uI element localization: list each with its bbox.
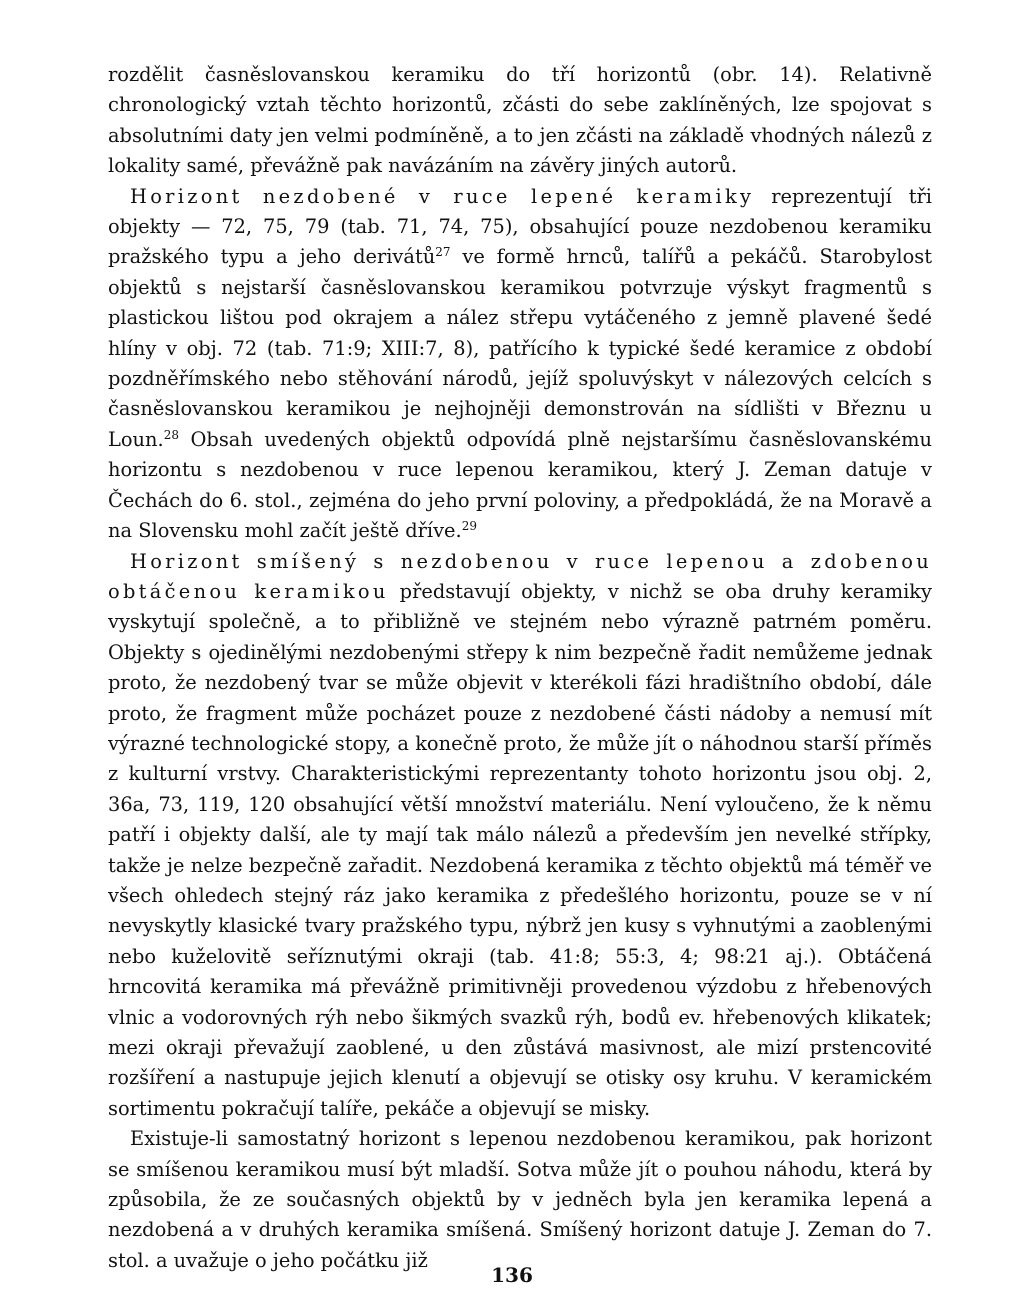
paragraph-3-text: představují objekty, v nichž se oba druhy keramiky vyskytují společně, a to přibližně ve stejném nebo výrazně patrném poměru. Objekty s ojedinělými nezdobenými střepy k nim bezpečně řadit nemůžeme jednak proto, že nezdobený tvar se může objevit v kterékoli fázi hradištního období, dále proto, že fragment může pocházet pouze z nezdobené části nádoby a nemusí mít výrazné technologické stopy, a konečně proto, že může jít o náhodnou starší příměs z kulturní vrstvy. Charakteristickými reprezentanty tohoto horizontu jsou obj. 2, 36a, 73, 119, 120 obsahující větší množství materiálu. Není vyloučeno, že k němu patří i objekty další, ale ty mají tak málo nálezů a především jen nevelké střípky, takže je nelze bezpečně zařadit. Nezdobená keramika z těchto objektů má téměř ve všech ohledech stejný ráz jako keramika z předešlého horizontu, pouze se v ní nevyskytly klasické tvary pražského typu, nýbrž jen kusy s vyhnutými a zaoblenými nebo kuželovitě seříznutými okraji (tab. 41:8; 55:3, 4; 98:21 aj.). Obtáčená hrncovitá keramika má převážně primitivněji provedenou výzdobu z hřebenových vlnic a vodorovných rýh nebo šikmých svazků rýh, bodů ev. hřebenových klikatek; mezi okraji převažují zaoblené, u den zůstává masivnost, ale mizí prstencovité rozšíření a nastupuje jejich klenutí a objevují se otisky osy kruhu. V keramickém sortimentu pokračují talíře, pekáče a objevují se misky. — [108, 579, 932, 1120]
page-number: 136 — [491, 1263, 533, 1287]
paragraph-2-text-c: Obsah uvedených objektů odpovídá plně nejstaršímu časněslovanskému horizontu s nezdobenou v ruce lepenou keramikou, který J. Zeman datuje v Čechách do 6. stol., zejména do jeho první poloviny, a předpokládá, že na Moravě a na Slovensku mohl začít ještě dříve. — [108, 427, 932, 543]
spaced-heading-2: Horizont smíšený s nezdobenou v ruce lepenou a zdobenou obtáčenou keramikou — [108, 549, 932, 603]
paragraph-2 — [108, 182, 932, 547]
paragraph-2-text-a: reprezentují tři objekty — 72, 75, 79 (tab. 71, 74, 75), obsahující pouze nezdobenou keramiku pražského typu a jeho derivátů — [108, 184, 933, 269]
footnote-ref-27: 27 — [435, 245, 451, 260]
paragraph-1: rozdělit časněslovanskou keramiku do tří horizontů (obr. 14). Relativně chronologický vztah těchto horizontů, zčásti do sebe zaklíněných, lze spojovat s absolutními daty jen velmi podmíněně, a to jen zčásti na základě vhodných nálezů z lokality samé, převážně pak navázáním na závěry jiných autorů. — [108, 63, 932, 178]
footnote-ref-29: 29 — [461, 519, 477, 534]
footnote-ref-28: 28 — [163, 427, 179, 442]
paragraph-2-text-b: ve formě hrnců, talířů a pekáčů. Starobylost objektů s nejstarší časněslovanskou keramikou potvrzuje výskyt fragmentů s plastickou lištou pod okrajem a nález střepu vytáčeného z jemně plavené šedé hlíny v obj. 72 (tab. 71:9; XIII:7, 8), patřícího k typické šedé keramice z období pozdněřímského nebo stěhování národů, jejíž spoluvýskyt v nálezových celcích s časněslovanskou keramikou je nejhojněji demonstrován na sídlišti v Březnu u Loun. — [108, 245, 933, 451]
paragraph-3 — [108, 547, 932, 1125]
paragraph-4: Existuje-li samostatný horizont s lepenou nezdobenou keramikou, pak horizont se smíšenou keramikou musí být mladší. Sotva může jít o pouhou náhodu, která by způsobila, že ze současných objektů by v jedněch byla jen keramika lepená a nezdobená a v druhých keramika smíšená. Smíšený horizont datuje J. Zeman do 7. stol. a uvažuje o jeho počátku již — [108, 1127, 932, 1272]
spaced-heading-1: Horizont nezdobené v ruce lepené keramiky — [130, 184, 755, 208]
